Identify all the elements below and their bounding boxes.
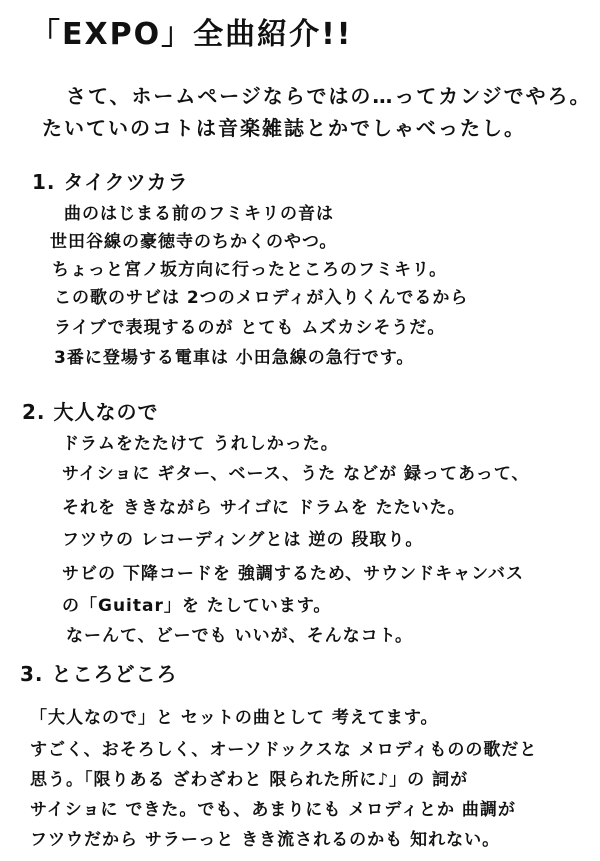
section-2-line: の「Guitar」を たしています。 — [62, 596, 332, 616]
section-1-line: この歌のサビは 2つのメロディが入りくんでるから — [54, 288, 469, 308]
section-1-line: 3番に登場する電車は 小田急線の急行です。 — [54, 348, 415, 368]
section-2-line: サビの 下降コードを 強調するため、サウンドキャンバス — [62, 564, 524, 584]
section-3-line: 思う。「限りある ざわざわと 限られた所に♪」の 詞が — [30, 770, 469, 790]
section-3-line: サイショに できた。でも、あまりにも メロディとか 曲調が — [30, 800, 516, 820]
section-3-heading: 3. ところどころ — [20, 662, 178, 686]
section-3-line: すごく、おそろしく、オーソドックスな メロディものの歌だと — [30, 740, 538, 760]
intro-line-2: たいていのコトは音楽雑誌とかでしゃべったし。 — [42, 116, 526, 140]
section-2-line: ドラムをたたけて うれしかった。 — [62, 434, 339, 454]
section-1-heading: 1. タイクツカラ — [32, 170, 189, 194]
section-2-line: なーんて、どーでも いいが、そんなコト。 — [66, 626, 414, 646]
section-1-line: 曲のはじまる前のフミキリの音は — [64, 204, 334, 224]
section-3-line: フツウだから サラーっと きき流されるのかも 知れない。 — [30, 830, 501, 850]
section-2-heading: 2. 大人なので — [22, 400, 159, 424]
section-1-line: ライブで表現するのが とても ムズカシそうだ。 — [54, 318, 446, 338]
page-title: 「EXPO」全曲紹介!! — [30, 17, 353, 52]
section-2-line: サイショに ギター、ベース、うた などが 録ってあって、 — [62, 464, 530, 484]
section-2-line: それを ききながら サイゴに ドラムを たたいた。 — [62, 498, 466, 518]
section-1-line: ちょっと宮ノ坂方向に行ったところのフミキリ。 — [52, 260, 448, 280]
section-2-line: フツウの レコーディングとは 逆の 段取り。 — [62, 530, 424, 550]
section-1-line: 世田谷線の豪徳寺のちかくのやつ。 — [50, 232, 338, 252]
section-3-line: 「大人なので」と セットの曲として 考えてます。 — [30, 708, 439, 728]
intro-line-1: さて、ホームページならではの…ってカンジでやろ。 — [66, 84, 592, 108]
